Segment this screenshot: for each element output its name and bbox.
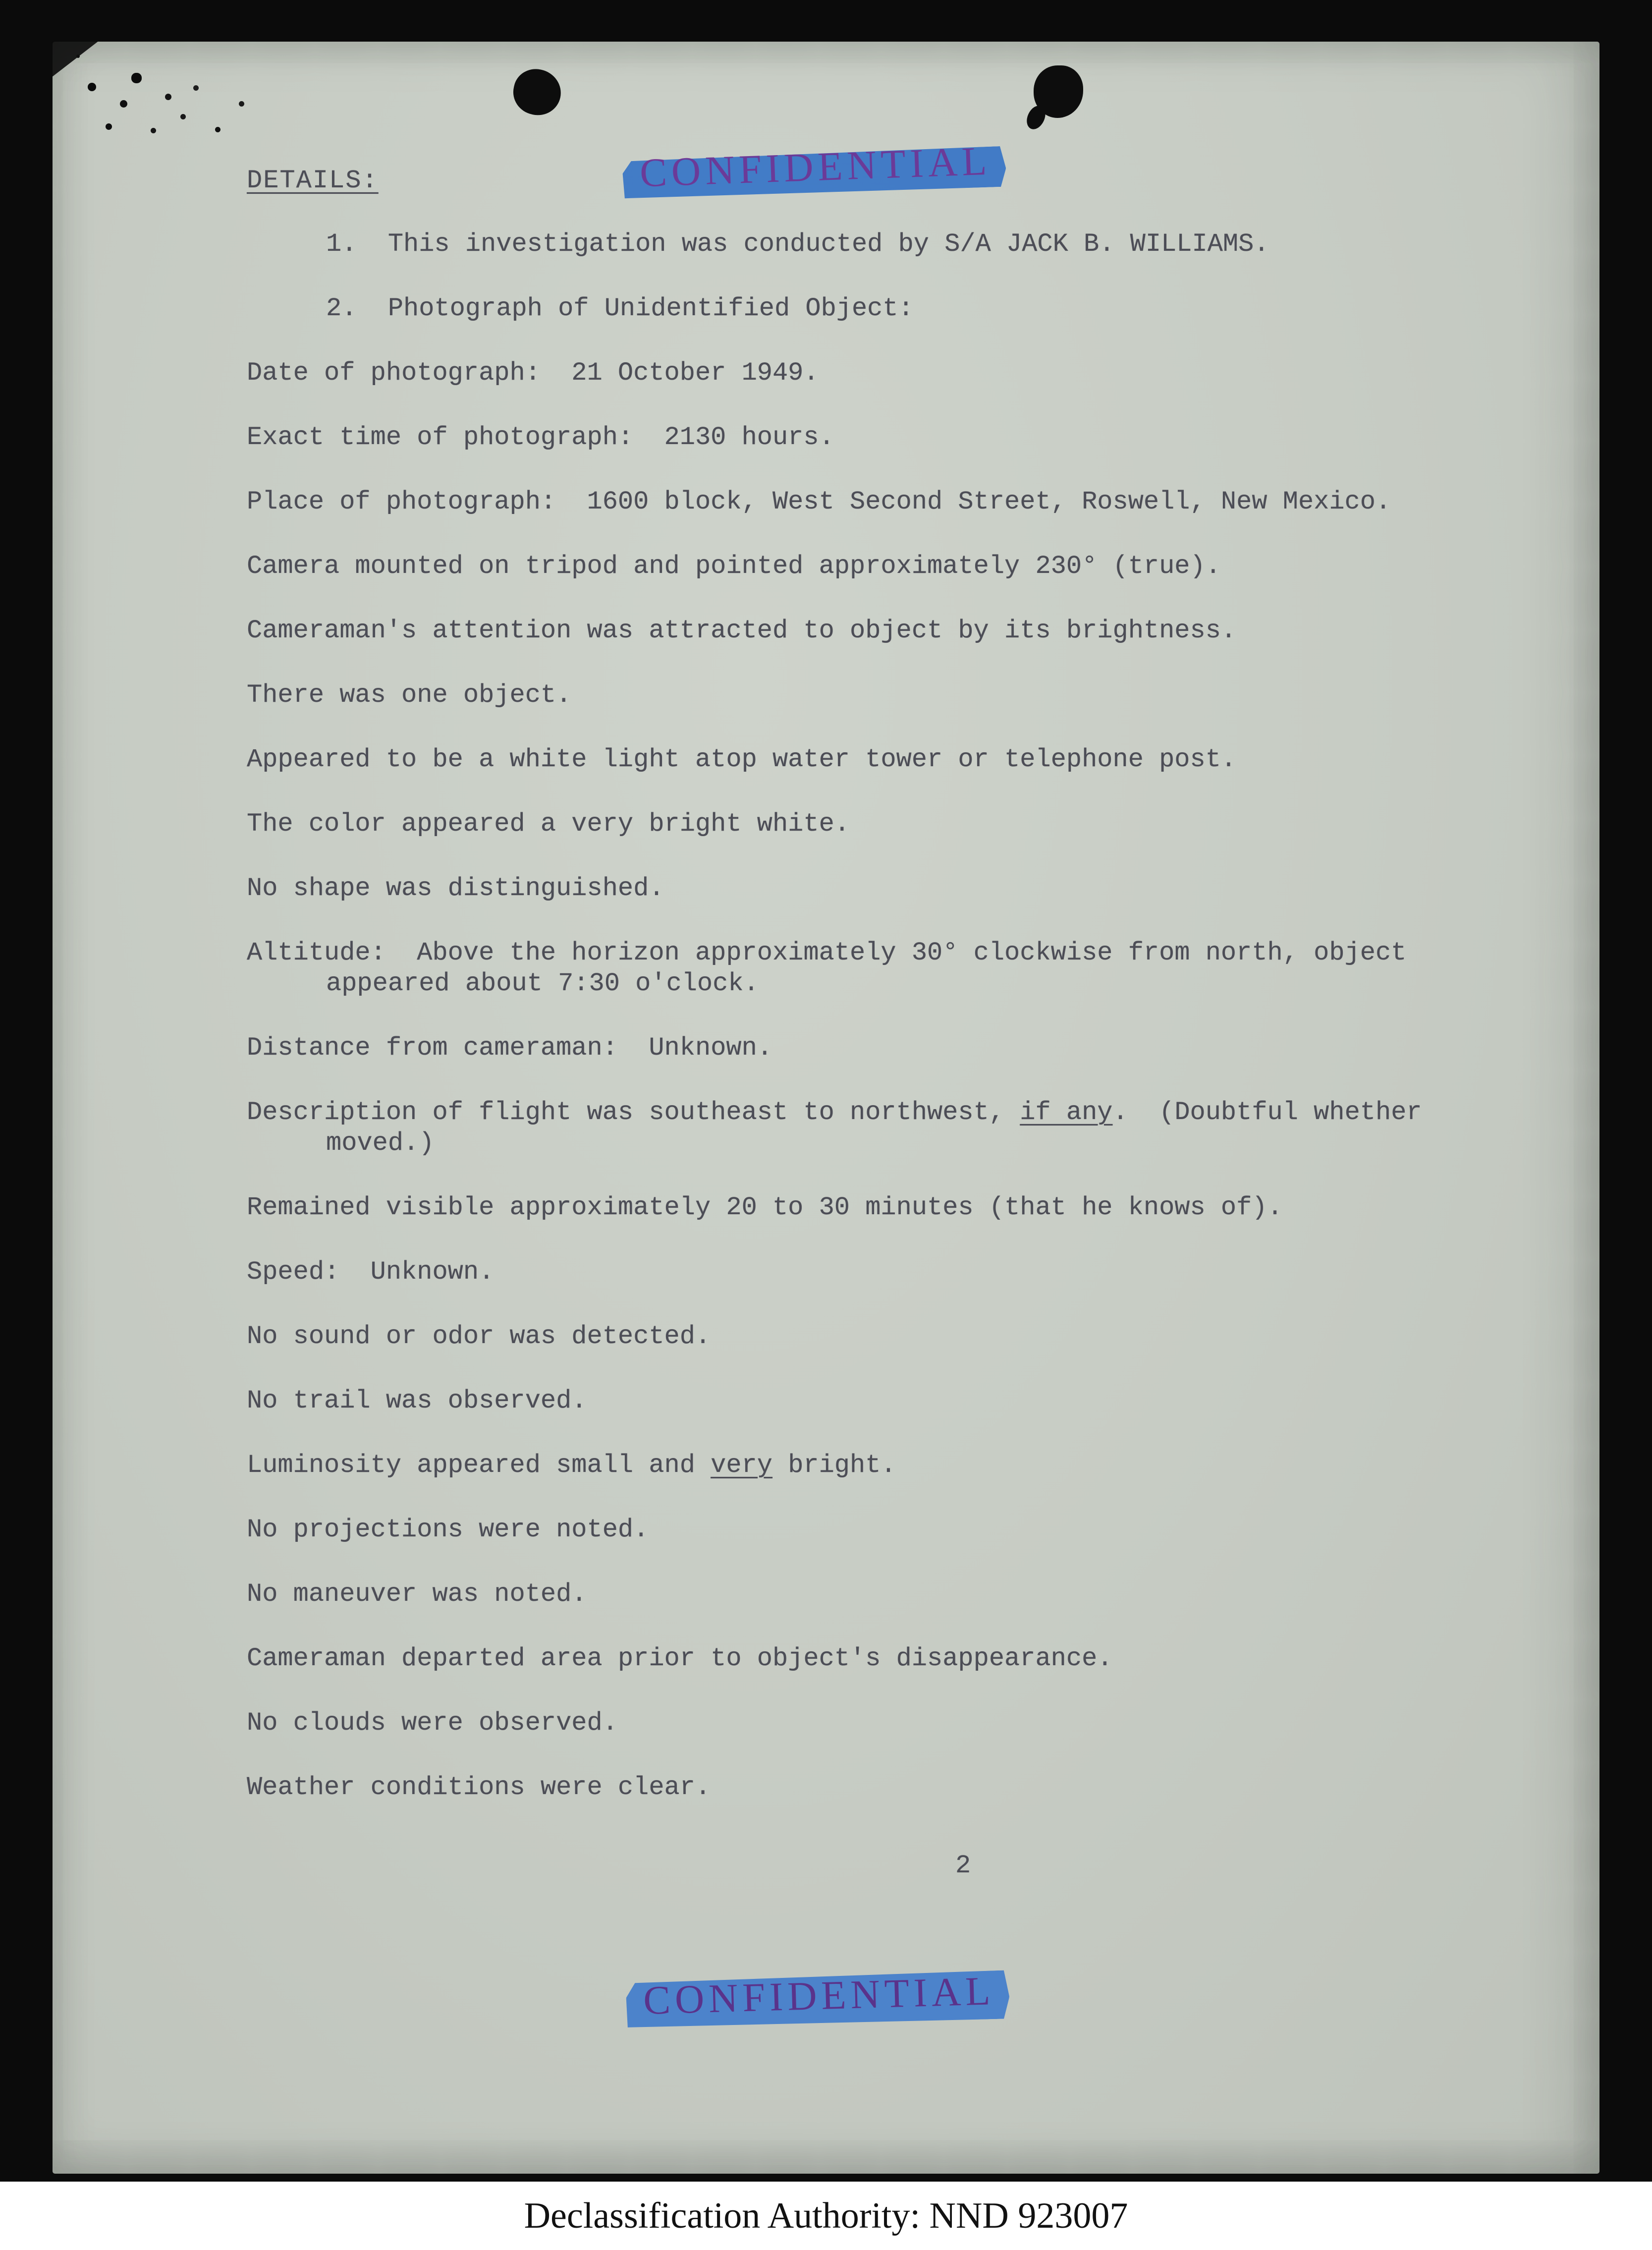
text-segment: Exact time of photograph: 2130 hours. <box>247 423 834 452</box>
declassification-footer <box>0 2182 1652 2250</box>
paragraph <box>247 616 1486 646</box>
paragraph-line <box>247 358 1486 389</box>
text-segment: Description of flight was southeast to northwest, <box>247 1098 1020 1127</box>
text-segment: Remained visible approximately 20 to 30 minutes (that he knows of). <box>247 1193 1283 1222</box>
text-segment: No maneuver was noted. <box>247 1579 587 1609</box>
paragraph-line <box>247 1097 1486 1128</box>
confidential-stamp-text: CONFIDENTIAL <box>639 138 992 196</box>
paragraph-line <box>247 968 1486 999</box>
paragraph <box>247 1321 1486 1352</box>
paragraph-line <box>247 551 1486 582</box>
text-segment: There was one object. <box>247 680 572 710</box>
paragraph <box>247 873 1486 904</box>
paragraph-line <box>247 1321 1486 1352</box>
paragraph <box>247 487 1486 517</box>
paper <box>53 42 1599 2174</box>
paragraph-line <box>247 422 1486 453</box>
paragraph <box>247 1097 1486 1159</box>
paragraph <box>247 1386 1486 1416</box>
paragraph-line <box>247 744 1486 775</box>
paragraph-line <box>247 1579 1486 1610</box>
text-segment: Speed: Unknown. <box>247 1257 495 1287</box>
text-segment: Place of photograph: 1600 block, West Second Street, Roswell, New Mexico. <box>247 487 1391 516</box>
paragraph-line <box>247 293 1486 324</box>
text-segment: Date of photograph: 21 October 1949. <box>247 358 819 388</box>
paragraph <box>247 1450 1486 1481</box>
text-segment: Camera mounted on tripod and pointed approximately 230° (true). <box>247 552 1221 581</box>
paragraph-line <box>247 873 1486 904</box>
text-segment: No trail was observed. <box>247 1386 587 1415</box>
paragraph <box>247 1257 1486 1288</box>
details-heading: DETAILS: <box>247 166 379 195</box>
text-segment: Cameraman departed area prior to object's disappearance. <box>247 1644 1113 1673</box>
paragraph <box>247 680 1486 711</box>
paragraph <box>247 1033 1486 1064</box>
paragraph-line <box>247 809 1486 840</box>
document-body <box>247 166 1486 1881</box>
text-segment: Luminosity appeared small and <box>247 1451 711 1480</box>
paragraph <box>247 358 1486 389</box>
text-segment: Cameraman's attention was attracted to object by its brightness. <box>247 616 1237 645</box>
paragraph <box>247 1192 1486 1223</box>
text-segment: bright. <box>772 1451 896 1480</box>
paragraphs <box>247 229 1486 1803</box>
punch-hole-left <box>509 65 565 119</box>
paragraph-line <box>247 1643 1486 1674</box>
paragraph <box>247 229 1486 260</box>
paragraph <box>247 1708 1486 1739</box>
underlined-text: very <box>711 1451 772 1480</box>
paragraph-line <box>247 1192 1486 1223</box>
punch-hole-right <box>1034 65 1083 118</box>
paragraph <box>247 422 1486 453</box>
paragraph-line <box>247 1386 1486 1416</box>
paragraph-line <box>247 1772 1486 1803</box>
paragraph <box>247 551 1486 582</box>
scan-specks <box>76 55 80 58</box>
paragraph <box>247 1515 1486 1545</box>
text-segment: appeared about 7:30 o'clock. <box>326 969 759 998</box>
paragraph-line <box>247 616 1486 646</box>
text-segment: moved.) <box>326 1128 435 1158</box>
underlined-text: if any <box>1020 1098 1113 1127</box>
paragraph <box>247 809 1486 840</box>
text-segment: No clouds were observed. <box>247 1708 618 1738</box>
paragraph <box>247 1643 1486 1674</box>
paragraph-line <box>247 1033 1486 1064</box>
paragraph-line <box>247 1515 1486 1545</box>
text-segment: Distance from cameraman: Unknown. <box>247 1033 772 1063</box>
paragraph-line <box>247 1450 1486 1481</box>
paragraph <box>247 1579 1486 1610</box>
paragraph <box>247 938 1486 999</box>
paragraph <box>247 293 1486 324</box>
text-segment: 1. This investigation was conducted by S/A JACK B. WILLIAMS. <box>326 229 1269 259</box>
page-number: 2 <box>955 1851 971 1880</box>
text-segment: Appeared to be a white light atop water tower or telephone post. <box>247 745 1237 774</box>
corner-smudge <box>52 41 99 77</box>
paragraph-line <box>247 938 1486 968</box>
text-segment: Weather conditions were clear. <box>247 1773 711 1802</box>
text-segment: No sound or odor was detected. <box>247 1322 711 1351</box>
text-segment: No shape was distinguished. <box>247 874 664 903</box>
paragraph-line <box>247 487 1486 517</box>
declassification-text: Declassification Authority: NND 923007 <box>524 2195 1128 2236</box>
text-segment: No projections were noted. <box>247 1515 649 1544</box>
paragraph <box>247 744 1486 775</box>
text-segment: The color appeared a very bright white. <box>247 809 850 839</box>
text-segment: Altitude: Above the horizon approximately 30° clockwise from north, object <box>247 938 1407 967</box>
paragraph-line <box>247 229 1486 260</box>
paragraph-line <box>247 1257 1486 1288</box>
paragraph-line <box>247 680 1486 711</box>
paragraph-line <box>247 1708 1486 1739</box>
text-segment: . (Doubtful whether <box>1112 1098 1422 1127</box>
paragraph <box>247 1772 1486 1803</box>
paragraph-line <box>247 1128 1486 1159</box>
confidential-stamp-text: CONFIDENTIAL <box>643 1968 995 2023</box>
text-segment: 2. Photograph of Unidentified Object: <box>326 294 914 323</box>
confidential-stamp-bottom <box>643 1968 995 2024</box>
